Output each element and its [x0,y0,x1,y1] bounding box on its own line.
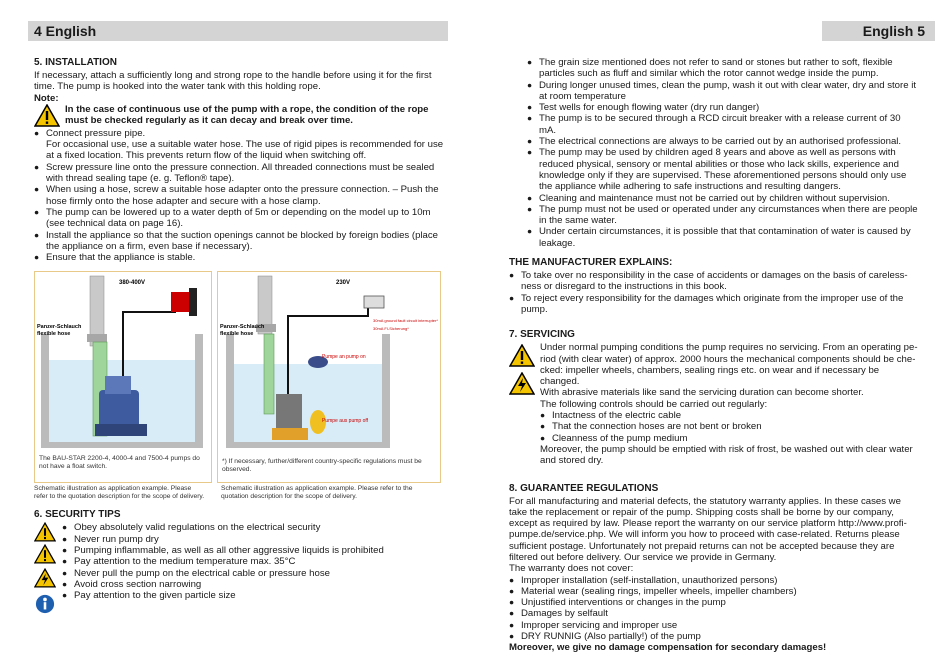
install-bullet-cont: For occasional use, use a suitable water hose. The use of rigid pipes is recommended for use at a fixed location. This prevents return flow of the liquid when switching off. [46,139,444,162]
safety-bullet: ● Cleaning and maintenance must not be carried out by children without supervision. [527,193,919,204]
fig2-fault2: 30mA FI-Sicherung* [373,326,409,332]
security-item: ● Never pull the pump on the electrical cable or pressure hose [62,568,444,579]
security-item: ● Avoid cross section narrowing [62,579,444,590]
safety-bullet: ● The grain size mentioned does not refer to sand or stones but rather to soft, flexible particles such as fluff and similar which the rotor cannot wedge inside the pump. [527,57,919,80]
warning-icon [34,104,60,127]
fig1-hose-de: Panzer-Schlauch [37,324,82,331]
servicing-title: 7. SERVICING [509,329,575,341]
security-item: ● Pay attention to the given particle size [62,590,444,601]
page-header-left: 4 English [28,21,448,41]
electric-hazard-icon [509,372,535,395]
servicing-p1: Under normal pumping conditions the pump requires no servicing. From an operating pe-riod (with clear water) of approx. 2000 hours the mechanical components should be che-cked: impeller wheels, chambers, sealing rings etc. on wear and if necessary be changed. [540,342,918,388]
guarantee-item: ● Improper installation (self-installation, unauthorized persons) [509,575,919,586]
servicing-item: ● Cleanness of the pump medium [540,433,919,444]
page-header-right: English 5 [822,21,935,41]
install-bullet: ● Connect pressure pipe. [34,128,444,139]
figure-single-phase-pump [217,271,441,483]
installation-title: 5. INSTALLATION [34,57,117,68]
servicing-block [509,342,919,466]
install-bullet: ● Ensure that the appliance is stable. [34,252,444,263]
safety-bullet: ● The electrical connections are always to be carried out by an authorised professional. [527,136,919,147]
install-bullet: ● When using a hose, screw a suitable hose adapter onto the pressure connection. – Push the hose firmly onto the hose adapter and secure with a hose clamp. [34,184,444,207]
servicing-p3: The following controls should be carried out regularly: [540,398,768,410]
fig2-caption1: *) If necessary, further/different country-specific regulations must be observed. [222,458,422,474]
guarantee-item: ● Unjustified interventions or changes in the pump [509,597,919,608]
manufacturer-item: ● To take over no responsibility in the case of accidents or damages on the basis of careless-ness or disregard to the instructions in this book. [509,270,919,293]
servicing-item: ● Intactness of the electric cable [540,410,919,421]
guarantee-title: 8. GUARANTEE REGULATIONS [509,482,659,494]
fig2-hose-en: flexible hose [220,331,254,338]
installation-figures [34,271,444,483]
security-item: ● Never run pump dry [62,534,444,545]
warning-icon [34,544,56,564]
install-bullet: ● The pump can be lowered up to a water depth of 5m or depending on the model up to 10m (see technical data on page 16). [34,207,444,230]
fig2-pump-on: Pumpe an pump on [322,354,366,361]
servicing-p4: Moreover, the pump should be emptied with risk of frost, be washed out with clear water and stored dry. [540,443,913,467]
safety-bullet: ● The pump is to be secured through a RCD circuit breaker with a release current of 30 mA. [527,113,919,136]
note-block [34,104,444,128]
fig2-fault1: 30mA ground fault circuit interrupter* [373,318,438,324]
security-continued [509,57,919,249]
safety-bullet: ● The pump may be used by children aged 8 years and above as well as persons with reduced physical, sensory or mental abilities or those who lack skills, experience and knowledge only if they are supervised. These aforementioned persons should only use the appliance while adhering to safe instructions and resulting dangers. [527,147,919,192]
security-item: ● Pay attention to the medium temperature max. 35°C [62,556,444,567]
safety-bullet: ● During longer unused times, clean the pump, wash it out with clear water, dry and store it at room temperature [527,80,919,103]
fig2-caption2: Schematic illustration as application example. Please refer to the quotation description for the scope of delivery. [221,485,413,501]
figure-footnotes [34,485,444,503]
guarantee-item: ● Damages by selfault [509,608,919,619]
warning-icon [34,522,56,542]
fig2-pump-off: Pumpe aus pump off [322,418,369,425]
security-title: 6. SECURITY TIPS [34,509,121,521]
fig2-hose-de: Panzer-Schlauch [220,324,265,331]
install-bullet: ● Screw pressure line onto the pressure connection. All threaded connections must be sealed with thread sealing tape (e. g. Teflon® tape). [34,162,444,185]
security-list [34,522,444,601]
warning-icon [509,344,535,367]
safety-bullet: ● Test wells for enough flowing water (dry run danger) [527,102,919,113]
read-manual-icon [34,594,56,614]
guarantee-item: ● DRY RUNNIG (Also partially!) of the pump [509,631,919,642]
guarantee-item: ● Improper servicing and improper use [509,620,919,631]
pump-illustration-2 [218,272,440,452]
right-column [509,57,919,654]
guarantee-closing: Moreover, we give no damage compensation for secondary damages! [509,642,827,654]
security-item: ● Pumping inflammable, as well as all other aggressive liquids is prohibited [62,545,444,556]
left-column [34,57,444,602]
note-label: Note: [34,92,59,104]
safety-bullet: ● The pump must not be used or operated under any circumstances when there are people in the same water. [527,204,919,227]
manufacturer-item: ● To reject every responsibility for the damages which originate from the improper use of the pump. [509,293,919,316]
note-text: In the case of continuous use of the pump with a rope, the condition of the rope must be checked regularly as it can decay and break over time. [65,103,429,127]
guarantee-p1: For all manufacturing and material defects, the statutory warranty applies. In these cases we take the replacement or repair of the pump. Shipping costs shall be borne by our company, except as required by law. Please report the warranty on our service platform http://www.profi-pumpe.de/service.php. We will inform you how to proceed with case-related. Returns please sufficient postage. Unfortunately not prepaid returns can not be accepted because they are filtered out before delivery. Our service we provide in Germany. [509,495,907,563]
fig2-voltage: 230V [336,280,351,287]
fig1-hose-en: flexible hose [37,331,71,338]
security-item: ● Obey absolutely valid regulations on the electrical security [62,522,444,533]
guarantee-p2: The warranty does not cover: [509,563,634,575]
fig1-caption1: The BAU-STAR 2200-4, 4000-4 and 7500-4 pumps do not have a float switch. [39,455,200,471]
manufacturer-title: THE MANUFACTURER EXPLAINS: [509,257,673,269]
pump-illustration-1 [35,272,211,452]
installation-intro: If necessary, attach a sufficiently long and strong rope to the handle before using it for the first time. The pump is hooked into the water tank with this holding rope. [34,70,432,93]
guarantee-item: ● Material wear (sealing rings, impeller wheels, impeller chambers) [509,586,919,597]
safety-bullet: ● Under certain circumstances, it is possible that that contamination of water is caused by leakage. [527,226,919,249]
install-bullet: ● Install the appliance so that the suction openings cannot be blocked by foreign bodies (place the appliance on a firm, even base if necessary). [34,230,444,253]
servicing-p2: With abrasive materials like sand the servicing duration can become shorter. [540,387,864,399]
servicing-item: ● That the connection hoses are not bent or broken [540,421,919,432]
figure-three-phase-pump [34,271,212,483]
fig1-caption2: Schematic illustration as application example. Please refer to the quotation description for the scope of delivery. [34,485,205,501]
electric-hazard-icon [34,568,56,588]
fig1-voltage: 380-400V [119,280,146,287]
